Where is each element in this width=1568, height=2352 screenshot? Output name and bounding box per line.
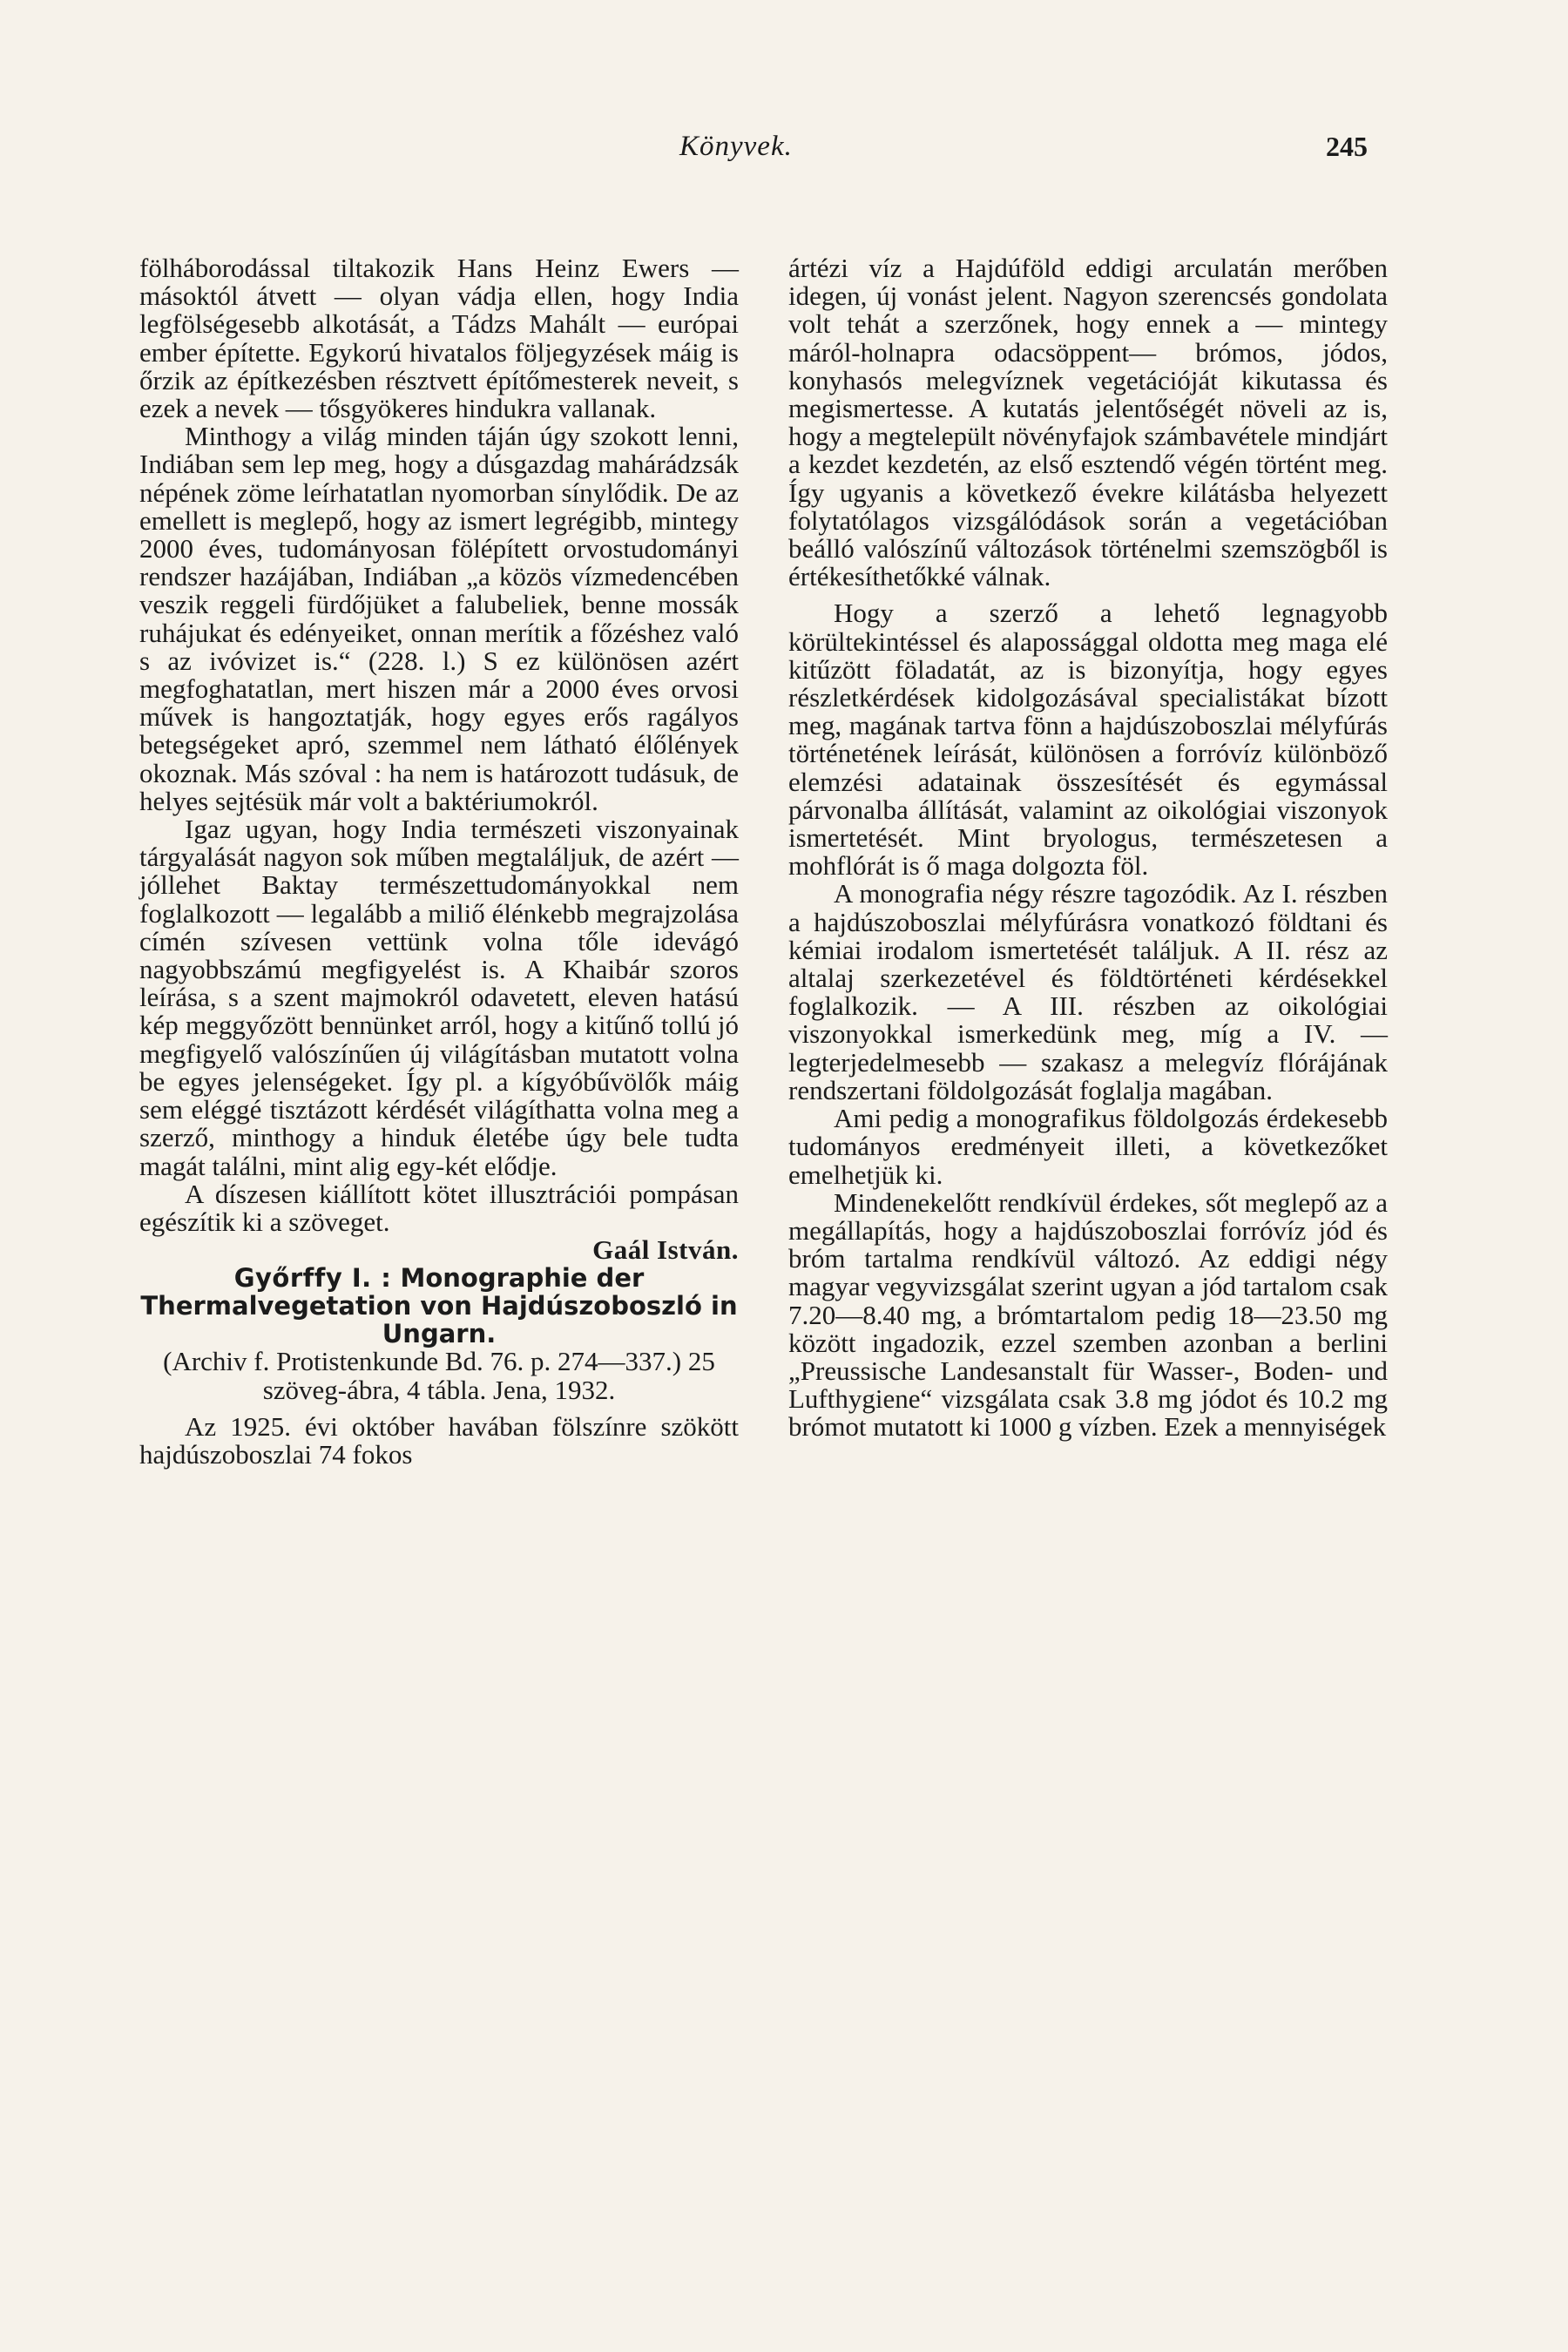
right-paragraph-5: Mindenekelőtt rendkívül érdekes, sőt meglepő az a megállapítás, hogy a hajdúszoboszlai forróvíz jód és bróm tartalma rendkívül változó. Az eddigi négy magyar vegyvizsgálat szerint ugyan a jód tartalom csak 7.20—8.40 mg, a brómtartalom pedig 18—23.50 mg között ingadozik, ezzel szemben azonban a berlini „Preussische Landesanstalt für Wasser-, Boden- und Lufthygiene“ vizsgálata csak 3.8 mg jódot és 10.2 mg brómot mutatott ki 1000 g vízben. Ezek a mennyiségek: [788, 1186, 1388, 1443]
review-title: Monographie der Thermalvegetation von Hajdúszoboszló in Ungarn.: [140, 1263, 738, 1349]
review-publication-info: (Archiv f. Protistenkunde Bd. 76. p. 274—337.) 25 szöveg-ábra, 4 tábla. Jena, 1932.: [163, 1346, 715, 1405]
running-title: Könyvek.: [679, 131, 793, 162]
right-paragraph-4: Ami pedig a monografikus földolgozás érdekesebb tudományos eredményeit illeti, a következőket emelhetjük ki.: [788, 1103, 1388, 1190]
right-paragraph-3: A monografia négy részre tagozódik. Az I. részben a hajdúszoboszlai mélyfúrásra vonatkozó földtani és kémiai irodalom ismertetését találjuk. A II. rész az altalaj szerkezetével és földtörténeti kérdésekkel foglalkozik. — A III. részben az oikológiai viszonyokkal ismerkedünk meg, míg a IV. — legterjedelmesebb — szakasz a melegvíz flórájának rendszertani földolgozását foglalja magában.: [788, 878, 1388, 1105]
review-heading: [139, 1264, 739, 1348]
left-paragraph-4: A díszesen kiállított kötet illusztrációi pompásan egészítik ki a szöveget.: [139, 1178, 739, 1237]
page-number: 245: [1326, 131, 1368, 162]
right-column: [788, 254, 1388, 1442]
left-paragraph-3: Igaz ugyan, hogy India természeti viszonyainak tárgyalását nagyon sok műben megtaláljuk, de azért — jóllehet Baktay természettudományokkal nem foglalkozott — legalább a miliő élénkebb megrajzolása címén szívesen vettünk volna tőle idevágó nagyobbszámú megfigyelést is. A Khaibár szoros leírása, s a szent majmokról odavetett, eleven hatású kép meggyőzött bennünket arról, hogy a kitűnő tollú jó megfigyelő valószínűen új világításban mutatott volna be egyes jelenségeket. Így pl. a kígyóbűvölők máig sem eléggé tisztázott kérdését világíthatta volna meg a szerző, minthogy a hinduk életébe úgy bele tudta magát találni, mint alig egy-két elődje.: [139, 814, 739, 1181]
review-author: Győrffy I. :: [233, 1263, 392, 1294]
left-paragraph-1: fölháborodással tiltakozik Hans Heinz Ewers — másoktól átvett — olyan vádja ellen, hogy India legfölségesebb alkotását, a Tádzs Mahált — európai ember építette. Egykorú hivatalos följegyzések máig is őrzik az építkezésben résztvett építőmesterek neveit, s ezek a nevek — tősgyökeres hindukra vallanak.: [139, 253, 739, 424]
review-signature: Gaál István.: [592, 1234, 739, 1266]
running-header: [0, 131, 1568, 174]
left-paragraph-2: Minthogy a világ minden táján úgy szokott lenni, Indiában sem lep meg, hogy a dúsgazdag mahárádzsák népének zöme leírhatatlan nyomorban sínylődik. De az emellett is meglepő, hogy az ismert legrégibb, mintegy 2000 éves, tudományosan fölépített orvostudományi rendszer hazájában, Indiában „a közös vízmedencében veszik reggeli fürdőjüket a falubeliek, benne mossák ruhájukat és edényeiket, onnan merítik a főzéshez való s az ivóvizet is.“ (228. l.) S ez különösen azért megfoghatatlan, mert hiszen már a 2000 éves orvosi művek is hangoztatják, hogy egyes erős ragályos betegségeket apró, szemmel nem látható élőlények okoznak. Más szóval : ha nem is határozott tudásuk, de helyes sejtésük már volt a baktériumokról.: [139, 421, 739, 816]
left-column: [139, 254, 739, 1469]
right-paragraph-2: Hogy a szerző a lehető legnagyobb körültekintéssel és alapossággal oldotta meg maga elé kitűzött föladatát, az is bizonyítja, hogy egyes részletkérdések kidolgozásával specialistákat bízott meg, magának tartva fönn a hajdúszoboszlai mélyfúrás történetének leírását, különösen a forróvíz különböző elemzési adatainak összesítését és egymással párvonalba állítását, valamint az oikológiai viszonyok ismertetését. Mint bryologus, természetesen a mohflórát is ő maga dolgozta föl.: [788, 598, 1388, 882]
right-paragraph-1: ártézi víz a Hajdúföld eddigi arculatán merőben idegen, új vonást jelent. Nagyon szerencsés gondolata volt tehát a szerzőnek, hogy ennek a — mintegy máról-holnapra odacsöppent— brómos, jódos, konyhasós melegvíznek vegetációját kikutassa és megismertesse. A kutatás jelentőségét növeli az is, hogy a megtelepült növényfajok számbavétele mindjárt a kezdet kezdetén, az első esztendő végén történt meg. Így ugyanis a következő évekre kilátásba helyezett folytatólagos vizsgálódások során a vegetációban beálló valószínű változások történelmi szemszögből is értékesíthetőkké válnak.: [788, 253, 1388, 592]
left-paragraph-5: Az 1925. évi október havában fölszínre szökött hajdúszoboszlai 74 fokos: [139, 1410, 739, 1470]
